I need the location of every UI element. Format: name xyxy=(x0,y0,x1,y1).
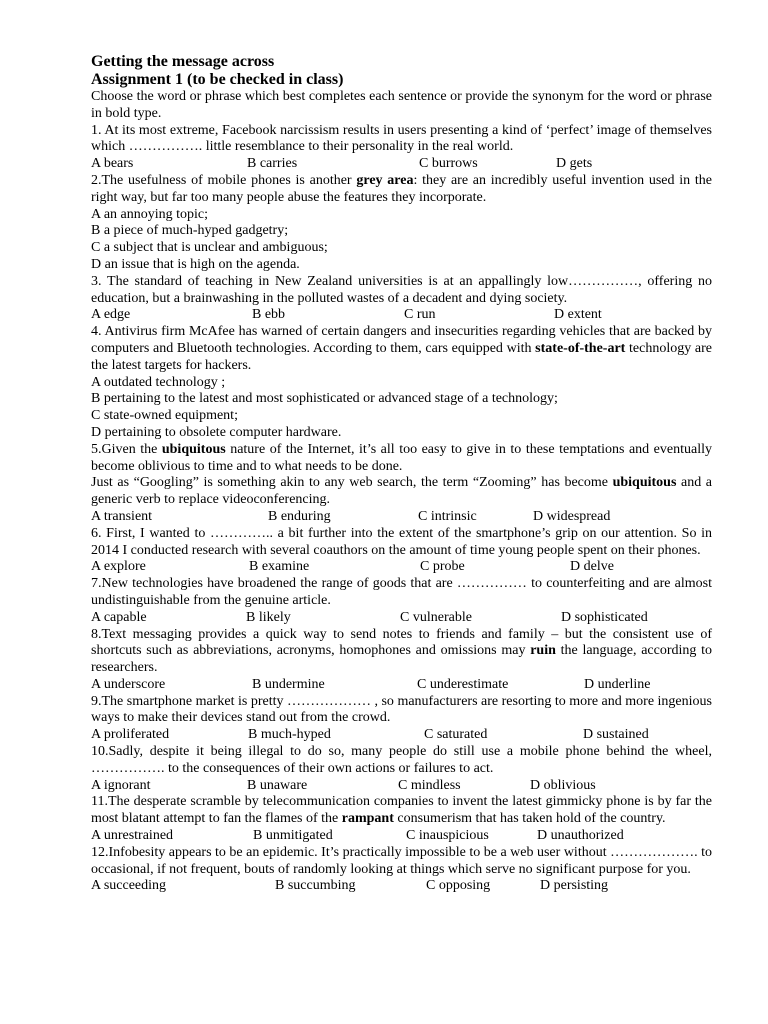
question-4-option-b: B pertaining to the latest and most sophisticated or advanced stage of a technology; xyxy=(91,391,558,407)
question-5-example-keyword: ubiquitous xyxy=(612,475,677,491)
option-a: A transient xyxy=(91,508,153,524)
option-a: A ignorant xyxy=(91,777,151,793)
option-c: C burrows xyxy=(419,156,478,172)
option-b: B examine xyxy=(249,559,310,575)
question-1: 1. At its most extreme, Facebook narcissism results in users presenting a kind of ‘perfect’ image of themselves which ……………. little resemblance to their personality in the real world. xyxy=(91,122,712,155)
question-5-example xyxy=(91,475,712,509)
option-d: D gets xyxy=(556,156,593,172)
question-3: 3. The standard of teaching in New Zealand universities is at an appallingly low……………, offering no education, but a brainwashing in the polluted wastes of a decadent and dying society. xyxy=(91,273,712,306)
option-c: C mindless xyxy=(398,777,461,793)
option-a: A edge xyxy=(91,307,131,323)
option-c: C opposing xyxy=(426,878,491,894)
option-a: A capable xyxy=(91,609,147,625)
option-c: C saturated xyxy=(424,727,488,743)
question-5-example-text-end: and a generic verb to replace videoconferencing. xyxy=(91,475,712,508)
option-c: C underestimate xyxy=(417,676,509,692)
question-11-keyword: rampant xyxy=(341,811,394,827)
question-9-options xyxy=(91,727,712,744)
option-d: D sophisticated xyxy=(561,609,648,625)
option-c: C probe xyxy=(420,559,465,575)
option-d: D unauthorized xyxy=(537,828,624,844)
question-8 xyxy=(91,627,712,677)
question-4-option-c: C state-owned equipment; xyxy=(91,408,238,424)
question-8-text-end: the language, according to researchers. xyxy=(91,643,713,676)
option-c: C inauspicious xyxy=(406,828,489,844)
option-a: A proliferated xyxy=(91,727,170,743)
question-1-options xyxy=(91,156,712,173)
question-2-text-end: : they are an incredibly useful invention used in the right way, but far too many people abuse the features they incorporate. xyxy=(91,172,713,205)
question-2-option-c: C a subject that is unclear and ambiguous; xyxy=(91,240,328,256)
option-b: B much-hyped xyxy=(248,727,331,743)
question-4-keyword: state-of-the-art xyxy=(535,340,626,356)
option-d: D underline xyxy=(584,676,651,692)
question-7: 7.New technologies have broadened the range of goods that are …………… to counterfeiting and are almost undistinguishable from the genuine article. xyxy=(91,576,712,608)
option-c: C run xyxy=(404,307,436,323)
option-d: D widespread xyxy=(533,508,611,524)
question-4-text: 4. Antivirus firm McAfee has warned of certain dangers and insecurities regarding vehicles that are backed by computers and Bluetooth technologies. According to them, cars equipped with xyxy=(91,324,712,356)
question-5-keyword: ubiquitous xyxy=(161,441,226,457)
document-title: Getting the message across xyxy=(91,53,275,70)
question-10: 10.Sadly, despite it being illegal to do so, many people do still use a mobile phone behind the wheel, ……………. to the consequences of their own actions or failures to act. xyxy=(91,744,712,776)
option-b: B enduring xyxy=(268,508,331,524)
assignment-heading: Assignment 1 (to be checked in class) xyxy=(91,71,344,88)
option-b: B likely xyxy=(246,609,291,625)
question-5-text: 5.Given the xyxy=(91,441,162,457)
question-11 xyxy=(91,794,712,828)
question-10-options xyxy=(91,778,712,795)
option-d: D delve xyxy=(570,559,614,575)
option-a: A succeeding xyxy=(91,878,167,894)
question-5-options xyxy=(91,509,712,526)
question-6: 6. First, I wanted to ………….. a bit further into the extent of the smartphone’s grip on our attention. So in 2014 I conducted research with several coauthors on the amount of time young people spent on their phones. xyxy=(91,525,712,558)
question-2-keyword: grey area xyxy=(356,172,414,188)
option-c: C vulnerable xyxy=(400,609,472,625)
question-12: 12.Infobesity appears to be an epidemic. It’s practically impossible to be a web user without ………………. to occasional, if not frequent, bouts of randomly looking at things which serve no significant purpose for you. xyxy=(91,844,712,877)
question-2-option-d: D an issue that is high on the agenda. xyxy=(91,256,300,272)
question-2-option-b: B a piece of much-hyped gadgetry; xyxy=(91,223,289,239)
option-a: A unrestrained xyxy=(91,828,174,844)
question-4 xyxy=(91,324,712,374)
option-d: D sustained xyxy=(583,727,649,743)
question-9: 9.The smartphone market is pretty ……………… , so manufacturers are resorting to more and more ingenious ways to make their devices stand out from the crowd. xyxy=(91,693,712,726)
question-11-text: 11.The desperate scramble by telecommunication companies to invent the latest gimmicky phone is by far the most blatant attempt to fan the flames of the xyxy=(91,794,712,827)
option-b: B unmitigated xyxy=(253,828,333,844)
option-b: B undermine xyxy=(252,676,325,692)
question-2 xyxy=(91,173,712,207)
option-a: A explore xyxy=(91,559,146,575)
question-5-example-text: Just as “Googling” is something akin to any web search, the term “Zooming” has become xyxy=(91,475,613,491)
question-5 xyxy=(91,442,712,476)
option-d: D oblivious xyxy=(530,777,596,793)
option-b: B succumbing xyxy=(275,878,356,894)
question-11-options xyxy=(91,828,712,845)
question-7-options xyxy=(91,610,712,627)
question-11-text-end: consumerism that has taken hold of the country. xyxy=(393,811,666,827)
question-3-options xyxy=(91,307,712,324)
option-c: C intrinsic xyxy=(418,508,477,524)
option-d: D persisting xyxy=(540,878,609,894)
question-4-option-d: D pertaining to obsolete computer hardware. xyxy=(91,424,342,440)
question-8-keyword: ruin xyxy=(530,643,556,659)
question-2-option-a: A an annoying topic; xyxy=(91,206,209,222)
question-2-text: 2.The usefulness of mobile phones is another xyxy=(91,172,357,188)
option-a: A bears xyxy=(91,156,134,172)
question-4-text-end: technology are the latest targets for hackers. xyxy=(91,340,712,373)
question-8-text: 8.Text messaging provides a quick way to send notes to friends and family – but the consistent use of shortcuts such as abbreviations, acronyms, homophones and omissions may xyxy=(91,626,712,659)
option-b: B unaware xyxy=(247,777,308,793)
question-8-options xyxy=(91,677,712,694)
option-b: B ebb xyxy=(252,307,286,323)
option-a: A underscore xyxy=(91,676,166,692)
question-6-options xyxy=(91,559,712,576)
instructions: Choose the word or phrase which best completes each sentence or provide the synonym for the word or phrase in bold type. xyxy=(91,89,712,121)
question-5-text-end: nature of the Internet, it’s all too easy to give in to these temptations and eventually become oblivious to time and to what needs to be done. xyxy=(91,441,712,474)
question-12-options xyxy=(91,878,712,895)
option-d: D extent xyxy=(554,307,602,323)
question-4-option-a: A outdated technology ; xyxy=(91,374,226,390)
document-page xyxy=(91,53,712,895)
option-b: B carries xyxy=(247,156,298,172)
